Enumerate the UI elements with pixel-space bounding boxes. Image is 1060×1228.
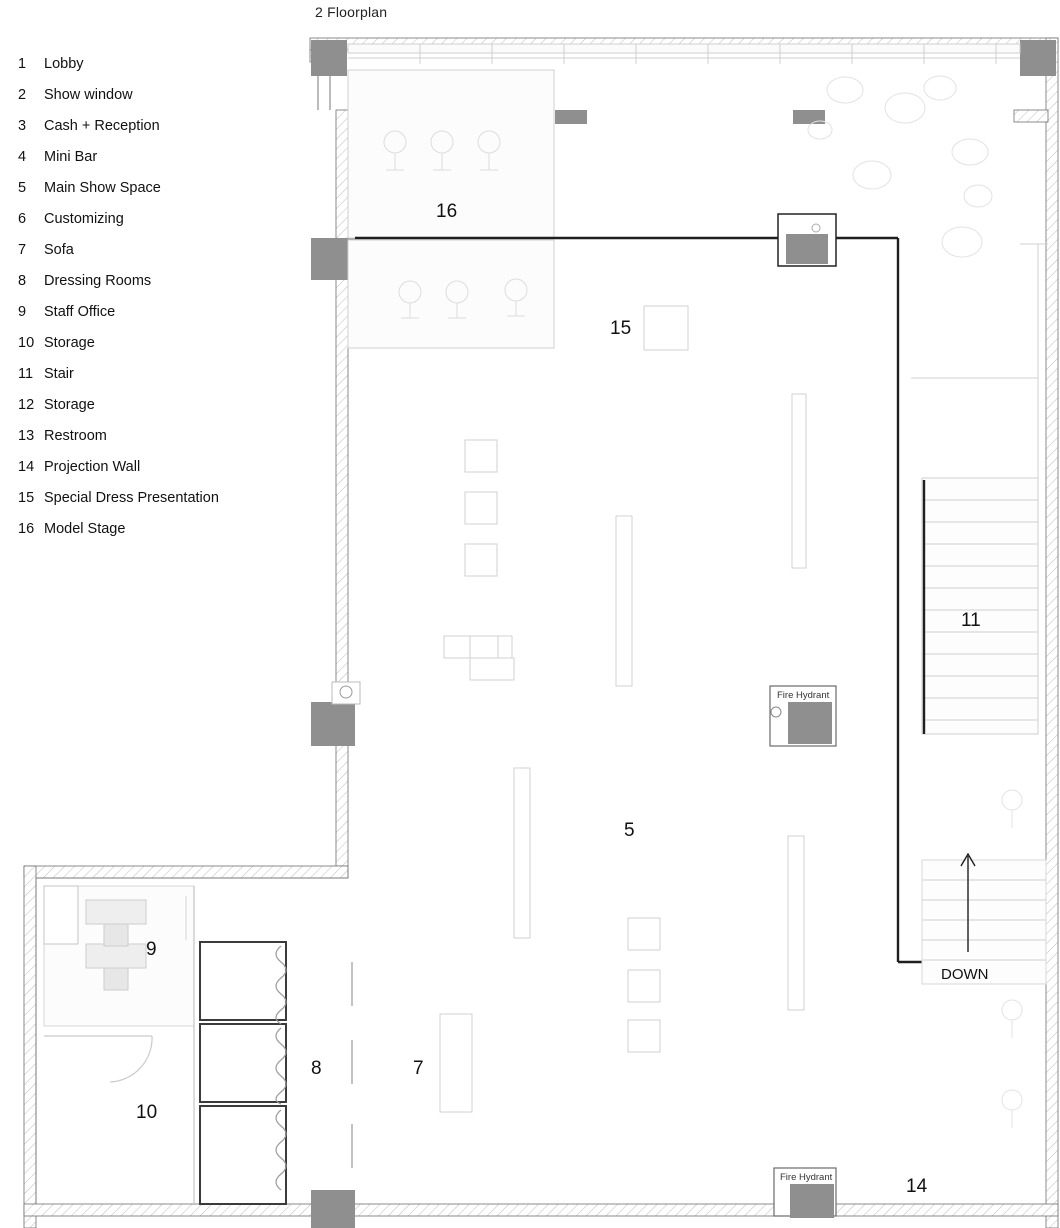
plan-label-special-dress: 15 [610,318,632,339]
legend-number: 7 [18,242,27,258]
legend-number: 16 [18,521,35,537]
legend-number: 12 [18,397,35,413]
wall-opening-symbol [332,682,360,704]
legend-label: Storage [44,397,95,413]
legend-number: 1 [18,56,27,72]
legend-number: 15 [18,490,35,506]
legend-label: Restroom [44,428,107,444]
legend-label: Dressing Rooms [44,273,152,289]
legend-number: 6 [18,211,27,227]
legend-number: 14 [18,459,35,475]
legend-number: 10 [18,335,35,351]
legend-label: Storage [44,335,95,351]
staff-office-room [44,886,194,1026]
plan-label-dressing-rooms: 8 [311,1058,322,1079]
legend-label: Model Stage [44,521,126,537]
legend-number: 2 [18,87,27,103]
dressing-rooms [200,942,286,1204]
office-door-swing [44,1036,152,1082]
legend-number: 13 [18,428,35,444]
legend-label: Show window [44,87,133,103]
plan-label-projection-wall: 14 [906,1176,928,1197]
door-symbol-upper [778,214,836,266]
legend-number: 4 [18,149,27,165]
legend-label: Sofa [44,242,74,258]
legend-label: Lobby [44,56,84,72]
interior-wall-lines [36,62,348,1204]
legend-number: 9 [18,304,27,320]
legend-label: Mini Bar [44,149,98,165]
legend-label: Projection Wall [44,459,141,475]
plan-label-sofa: 7 [413,1058,424,1079]
plan-label-stair: 11 [961,610,981,631]
plan-label-down: DOWN [941,966,989,983]
plan-label-fire-hydrant-lower: Fire Hydrant [780,1172,833,1183]
legend-number: 5 [18,180,27,196]
plan-label-storage-lower: 10 [136,1102,158,1123]
legend-number: 3 [18,118,27,134]
plan-label-staff-office: 9 [146,939,157,960]
legend-label: Cash + Reception [44,118,160,134]
stair-upper [911,244,1048,734]
legend-label: Staff Office [44,304,116,320]
legend-label: Customizing [44,211,124,227]
plan-label-fire-hydrant-upper: Fire Hydrant [777,690,830,701]
ceiling-track [348,44,1020,64]
display-units [440,306,806,1112]
legend-label: Main Show Space [44,180,161,196]
legend-number: 8 [18,273,27,289]
page-title: 2 Floorplan [315,4,388,20]
plan-label-main-show-space: 5 [624,820,635,841]
legend-label: Special Dress Presentation [44,490,219,506]
legend-label: Stair [44,366,74,382]
legend-number: 11 [18,366,34,382]
plan-label-model-stage: 16 [436,201,458,222]
